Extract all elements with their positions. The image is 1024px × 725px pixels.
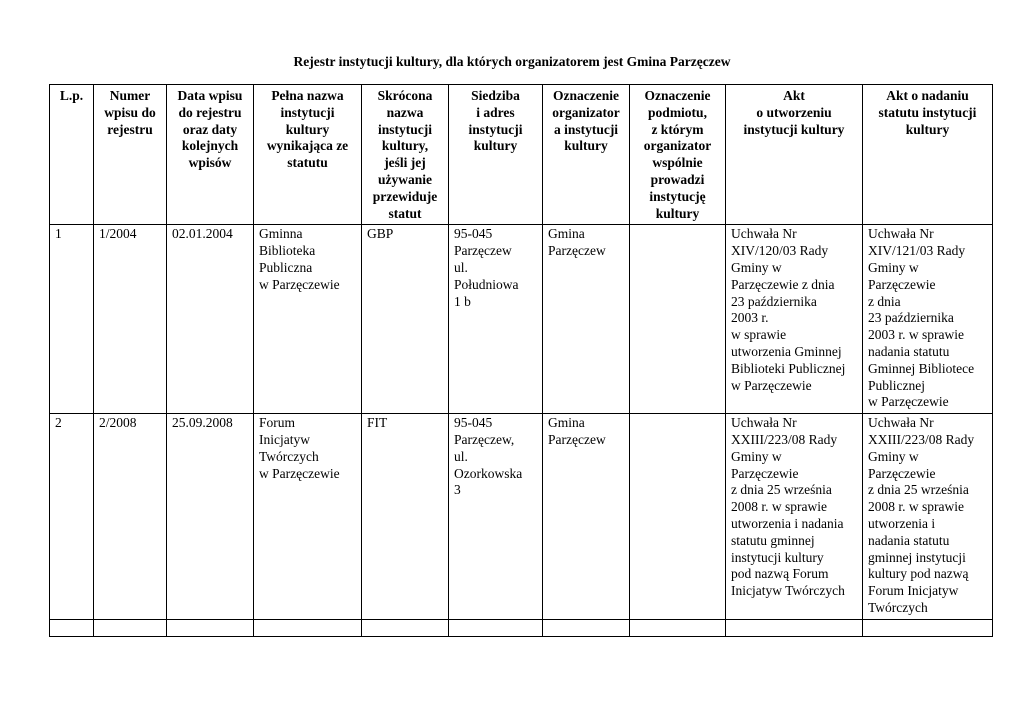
cell-partner-entity (630, 225, 726, 414)
header-organizer: Oznaczenie organizator a instytucji kultury (543, 85, 630, 225)
header-full-name: Pełna nazwa instytucji kultury wynikająca ze statutu (254, 85, 362, 225)
cell-full-name: Forum Inicjatyw Twórczych w Parzęczewie (254, 414, 362, 620)
cell-entry-number: 1/2004 (94, 225, 167, 414)
cell-empty (94, 619, 167, 636)
cell-creation-act: Uchwała Nr XIV/120/03 Rady Gminy w Parzęczewie z dnia 23 października 2003 r. w sprawie utworzenia Gminnej Biblioteki Publicznej w Parzęczewie (726, 225, 863, 414)
cell-empty (362, 619, 449, 636)
cell-empty (726, 619, 863, 636)
document-title: Rejestr instytucji kultury, dla których organizatorem jest Gmina Parzęczew (293, 54, 731, 69)
header-creation-act: Akt o utworzeniu instytucji kultury (726, 85, 863, 225)
cell-empty (50, 619, 94, 636)
cell-full-name: Gminna Biblioteka Publiczna w Parzęczewie (254, 225, 362, 414)
cell-empty (543, 619, 630, 636)
header-lp: L.p. (50, 85, 94, 225)
cell-empty (167, 619, 254, 636)
cell-short-name: GBP (362, 225, 449, 414)
cell-entry-date: 25.09.2008 (167, 414, 254, 620)
table-row (50, 414, 993, 620)
cell-statute-act: Uchwała Nr XIV/121/03 Rady Gminy w Parzęczewie z dnia 23 października 2003 r. w sprawie nadania statutu Gminnej Bibliotece Publicznej w Parzęczewie (863, 225, 993, 414)
cell-empty (254, 619, 362, 636)
cell-statute-act: Uchwała Nr XXIII/223/08 Rady Gminy w Parzęczewie z dnia 25 września 2008 r. w sprawie utworzenia i nadania statutu gminnej instytucji kultury pod nazwą Forum Inicjatyw Twórczych (863, 414, 993, 620)
header-statute-act: Akt o nadaniu statutu instytucji kultury (863, 85, 993, 225)
header-entry-number: Numer wpisu do rejestru (94, 85, 167, 225)
table-row (50, 225, 993, 414)
cell-entry-date: 02.01.2004 (167, 225, 254, 414)
cell-empty (630, 619, 726, 636)
cell-lp: 2 (50, 414, 94, 620)
cell-partner-entity (630, 414, 726, 620)
header-partner-entity: Oznaczenie podmiotu, z którym organizator wspólnie prowadzi instytucję kultury (630, 85, 726, 225)
cell-organizer: Gmina Parzęczew (543, 414, 630, 620)
cell-address: 95-045 Parzęczew, ul. Ozorkowska 3 (449, 414, 543, 620)
cell-address: 95-045 Parzęczew ul. Południowa 1 b (449, 225, 543, 414)
table-row-empty (50, 619, 993, 636)
header-address: Siedziba i adres instytucji kultury (449, 85, 543, 225)
cell-empty (449, 619, 543, 636)
cell-organizer: Gmina Parzęczew (543, 225, 630, 414)
header-entry-date: Data wpisu do rejestru oraz daty kolejnych wpisów (167, 85, 254, 225)
table-header-row (50, 85, 993, 225)
cell-short-name: FIT (362, 414, 449, 620)
cell-lp: 1 (50, 225, 94, 414)
cell-creation-act: Uchwała Nr XXIII/223/08 Rady Gminy w Parzęczewie z dnia 25 września 2008 r. w sprawie utworzenia i nadania statutu gminnej instytucji kultury pod nazwą Forum Inicjatyw Twórczych (726, 414, 863, 620)
cell-empty (863, 619, 993, 636)
cell-entry-number: 2/2008 (94, 414, 167, 620)
header-short-name: Skrócona nazwa instytucji kultury, jeśli jej używanie przewiduje statut (362, 85, 449, 225)
institution-register-table (49, 84, 993, 637)
